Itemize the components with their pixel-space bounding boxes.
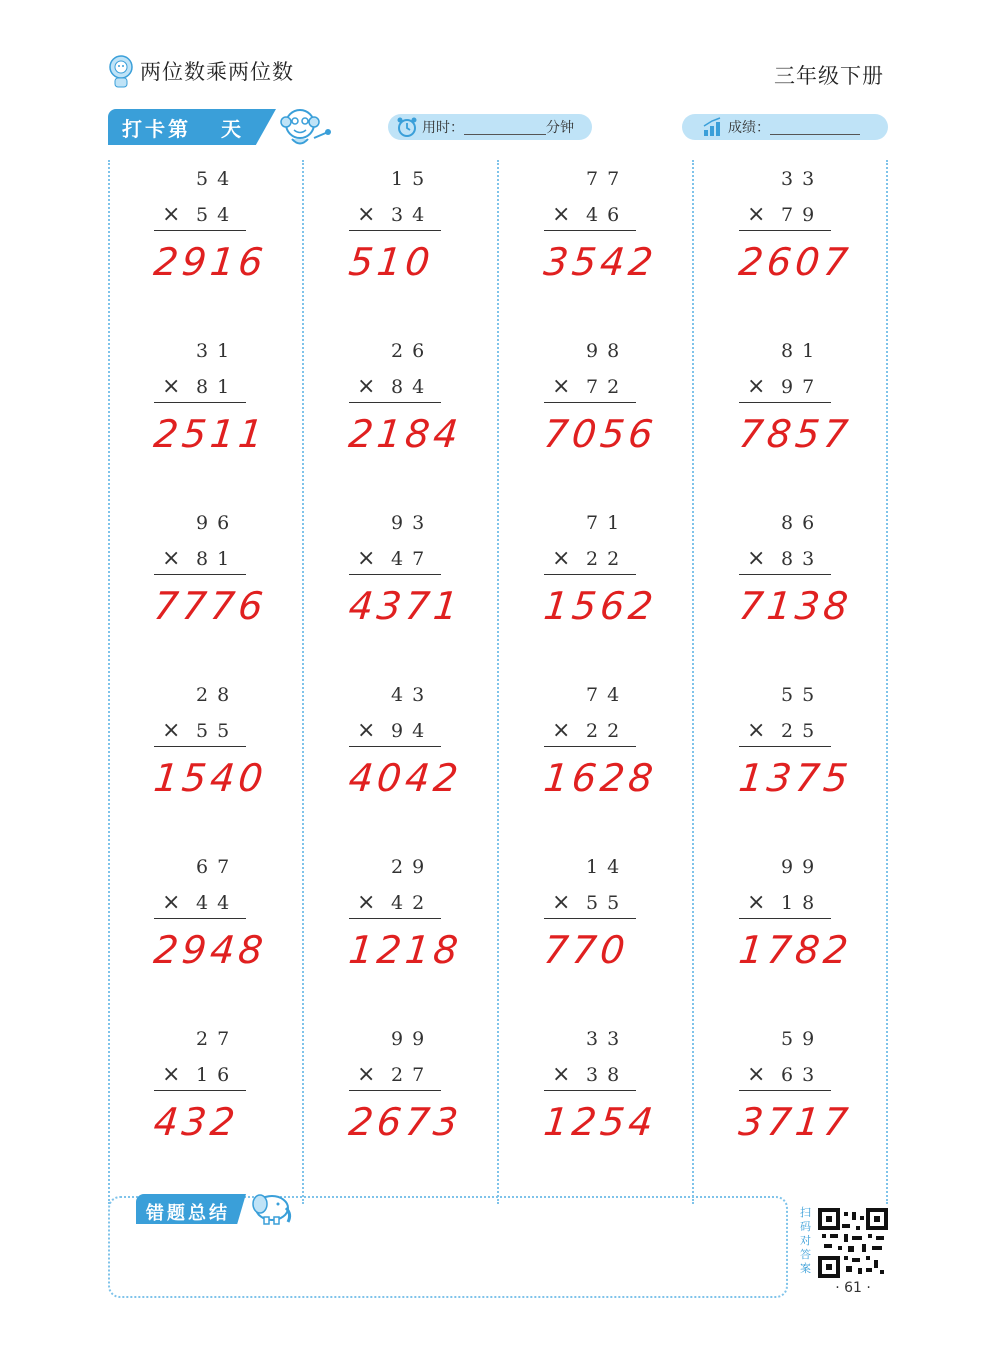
handwritten-answer: 1375 (736, 756, 855, 800)
answer-rule (739, 1090, 831, 1091)
multiplicand: 99 (391, 1028, 434, 1050)
handwritten-answer: 3717 (736, 1100, 855, 1144)
answer-rule (349, 918, 441, 919)
multiply-sign: × (747, 546, 766, 571)
time-unit: 分钟 (546, 120, 574, 136)
multiplicand: 31 (196, 340, 239, 362)
score-label: 成绩： (728, 120, 770, 136)
multiplication-problem (303, 1020, 498, 1192)
multiplication-problem (108, 332, 303, 504)
multiplicand: 59 (781, 1028, 824, 1050)
multiply-sign: × (162, 718, 181, 743)
answer-rule (739, 746, 831, 747)
multiplicand: 81 (781, 340, 824, 362)
handwritten-answer: 432 (151, 1100, 241, 1144)
handwritten-answer: 2673 (346, 1100, 465, 1144)
problem-column-3 (498, 160, 693, 1204)
handwritten-answer: 770 (541, 928, 631, 972)
grade-label: 三年级下册 (774, 64, 884, 88)
multiplication-problem (693, 1020, 888, 1192)
multiply-sign: × (552, 546, 571, 571)
multiplication-problem (498, 160, 693, 332)
multiplicand: 29 (391, 856, 434, 878)
multiplicand: 71 (586, 512, 629, 534)
multiplicand: 96 (196, 512, 239, 534)
answer-rule (544, 918, 636, 919)
answer-rule (349, 1090, 441, 1091)
handwritten-answer: 7857 (736, 412, 855, 456)
rising-chart-icon (702, 116, 724, 138)
multiplication-problem (498, 676, 693, 848)
score-input-blank[interactable] (770, 119, 860, 135)
book-title (108, 54, 294, 88)
multiplication-problem (693, 676, 888, 848)
multiply-sign: × (162, 546, 181, 571)
time-input-blank[interactable] (464, 119, 546, 135)
multiplication-problem (498, 1020, 693, 1192)
handwritten-answer: 510 (346, 240, 436, 284)
multiplication-problem (693, 160, 888, 332)
multiplier: 18 (781, 892, 824, 914)
multiplication-problem (108, 160, 303, 332)
multiplier: 72 (586, 376, 629, 398)
multiply-sign: × (162, 890, 181, 915)
elephant-mascot-icon (248, 1188, 294, 1226)
handwritten-answer: 7138 (736, 584, 855, 628)
multiplicand: 14 (586, 856, 629, 878)
multiplier: 81 (196, 376, 239, 398)
handwritten-answer: 1218 (346, 928, 465, 972)
answer-rule (544, 574, 636, 575)
multiplier: 46 (586, 204, 629, 226)
answer-rule (739, 574, 831, 575)
multiplier: 44 (196, 892, 239, 914)
multiplicand: 54 (196, 168, 239, 190)
multiplier: 79 (781, 204, 824, 226)
multiplication-problem (303, 504, 498, 676)
multiplication-problem (693, 848, 888, 1020)
multiplicand: 15 (391, 168, 434, 190)
multiply-sign: × (162, 374, 181, 399)
multiply-sign: × (357, 546, 376, 571)
handwritten-answer: 1628 (541, 756, 660, 800)
answer-rule (154, 230, 246, 231)
handwritten-answer: 2184 (346, 412, 465, 456)
handwritten-answer: 7056 (541, 412, 660, 456)
multiplication-problem (108, 1020, 303, 1192)
multiplier: 83 (781, 548, 824, 570)
answer-rule (544, 402, 636, 403)
multiply-sign: × (552, 890, 571, 915)
multiply-sign: × (357, 890, 376, 915)
multiplication-problem (498, 504, 693, 676)
multiply-sign: × (747, 718, 766, 743)
multiplicand: 99 (781, 856, 824, 878)
multiplicand: 77 (586, 168, 629, 190)
handwritten-answer: 2511 (151, 412, 270, 456)
multiplication-problem (303, 676, 498, 848)
multiplicand: 27 (196, 1028, 239, 1050)
multiplicand: 93 (391, 512, 434, 534)
multiplication-problem (693, 504, 888, 676)
handwritten-answer: 1254 (541, 1100, 660, 1144)
multiplier: 94 (391, 720, 434, 742)
multiplication-problem (108, 504, 303, 676)
multiplicand: 28 (196, 684, 239, 706)
multiply-sign: × (747, 202, 766, 227)
qr-label: 扫码对答案 (800, 1206, 811, 1275)
multiplication-problem (498, 848, 693, 1020)
multiply-sign: × (552, 1062, 571, 1087)
multiplication-problem (498, 332, 693, 504)
handwritten-answer: 4042 (346, 756, 465, 800)
multiplicand: 86 (781, 512, 824, 534)
answer-rule (154, 746, 246, 747)
multiplication-problem (693, 332, 888, 504)
monkey-mascot-icon (278, 106, 334, 150)
multiply-sign: × (552, 718, 571, 743)
multiplier: 55 (586, 892, 629, 914)
answer-rule (154, 1090, 246, 1091)
problem-grid (108, 160, 888, 1204)
multiply-sign: × (357, 202, 376, 227)
answer-rule (544, 1090, 636, 1091)
multiplicand: 98 (586, 340, 629, 362)
answer-rule (739, 230, 831, 231)
multiplier: 63 (781, 1064, 824, 1086)
multiplier: 47 (391, 548, 434, 570)
answer-rule (154, 402, 246, 403)
multiplicand: 55 (781, 684, 824, 706)
multiplier: 84 (391, 376, 434, 398)
answer-rule (349, 230, 441, 231)
multiply-sign: × (747, 1062, 766, 1087)
handwritten-answer: 7776 (151, 584, 270, 628)
qr-code-icon[interactable] (818, 1208, 888, 1278)
multiply-sign: × (162, 1062, 181, 1087)
multiplicand: 26 (391, 340, 434, 362)
handwritten-answer: 2916 (151, 240, 270, 284)
multiplication-problem (303, 332, 498, 504)
checkin-banner (108, 106, 336, 148)
multiplier: 34 (391, 204, 434, 226)
multiplicand: 74 (586, 684, 629, 706)
multiplicand: 67 (196, 856, 239, 878)
multiply-sign: × (357, 1062, 376, 1087)
handwritten-answer: 3542 (541, 240, 660, 284)
checkin-day-label: 天 (221, 117, 244, 141)
checkin-label: 打卡第 (122, 117, 191, 141)
multiply-sign: × (747, 890, 766, 915)
multiplication-problem (108, 676, 303, 848)
multiplier: 22 (586, 720, 629, 742)
answer-rule (544, 230, 636, 231)
page-number: · 61 · (835, 1280, 871, 1296)
answer-rule (349, 402, 441, 403)
multiplication-problem (303, 848, 498, 1020)
page-title: 两位数乘两位数 (140, 60, 294, 84)
handwritten-answer: 2607 (736, 240, 855, 284)
multiply-sign: × (357, 718, 376, 743)
multiplier: 16 (196, 1064, 239, 1086)
multiplicand: 43 (391, 684, 434, 706)
handwritten-answer: 1540 (151, 756, 270, 800)
multiplier: 27 (391, 1064, 434, 1086)
handwritten-answer: 2948 (151, 928, 270, 972)
multiply-sign: × (552, 374, 571, 399)
alarm-clock-icon (396, 116, 418, 138)
answer-rule (154, 918, 246, 919)
multiplier: 25 (781, 720, 824, 742)
answer-rule (544, 746, 636, 747)
problem-column-1 (108, 160, 303, 1204)
multiplier: 38 (586, 1064, 629, 1086)
problem-column-4 (693, 160, 888, 1204)
score-field (682, 114, 888, 140)
multiplication-problem (303, 160, 498, 332)
answer-rule (154, 574, 246, 575)
multiply-sign: × (552, 202, 571, 227)
multiplicand: 33 (781, 168, 824, 190)
multiplication-problem (108, 848, 303, 1020)
answer-rule (739, 918, 831, 919)
answer-rule (349, 574, 441, 575)
multiply-sign: × (747, 374, 766, 399)
mistake-summary-label: 错题总结 (146, 1203, 230, 1224)
multiplier: 55 (196, 720, 239, 742)
multiplicand: 33 (586, 1028, 629, 1050)
multiplier: 81 (196, 548, 239, 570)
multiply-sign: × (162, 202, 181, 227)
answer-rule (739, 402, 831, 403)
answer-rule (349, 746, 441, 747)
multiply-sign: × (357, 374, 376, 399)
handwritten-answer: 1562 (541, 584, 660, 628)
time-label: 用时： (422, 120, 464, 136)
multiplier: 97 (781, 376, 824, 398)
time-field (388, 114, 592, 140)
problem-column-2 (303, 160, 498, 1204)
multiplier: 22 (586, 548, 629, 570)
multiplier: 54 (196, 204, 239, 226)
lion-mascot-icon (108, 54, 134, 88)
multiplier: 42 (391, 892, 434, 914)
handwritten-answer: 4371 (346, 584, 465, 628)
handwritten-answer: 1782 (736, 928, 855, 972)
